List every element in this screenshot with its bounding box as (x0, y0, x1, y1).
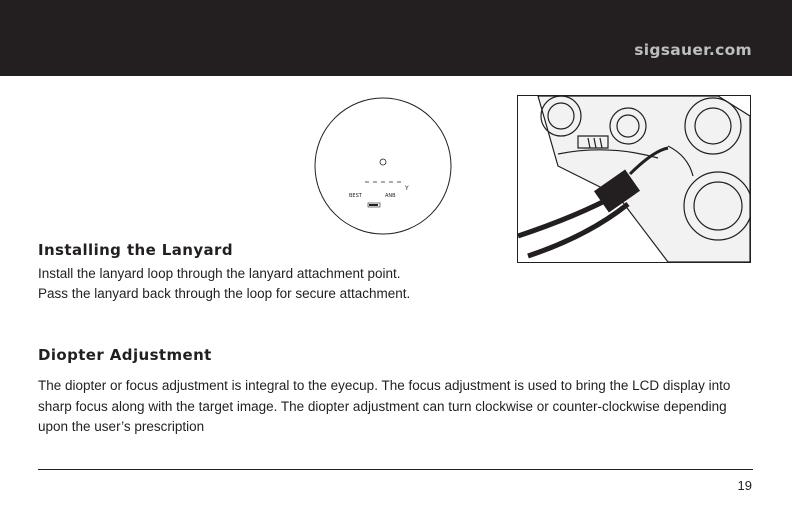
mode-letter: Y (405, 185, 409, 192)
scope-view-illustration (313, 96, 453, 236)
lanyard-instruction-2: Pass the lanyard back through the loop for secure attachment. (38, 286, 411, 301)
diopter-heading: Diopter Adjustment (38, 346, 212, 364)
eyepiece-circle (315, 98, 451, 234)
page-number: 19 (737, 478, 752, 493)
anb-label: ANB (385, 193, 396, 199)
diopter-paragraph: The diopter or focus adjustment is integral to the eyecup. The focus adjustment is used to bring the LCD display into sharp focus along with the target image. The diopter adjustment can turn clockwise or counter-clockwise depending upon the user’s prescription (38, 378, 731, 434)
lanyard-heading: Installing the Lanyard (38, 241, 233, 259)
footer-divider (38, 469, 753, 470)
battery-fill (369, 204, 378, 206)
lanyard-photo (517, 95, 751, 263)
header-bar (0, 0, 792, 76)
lanyard-instruction-1: Install the lanyard loop through the lanyard attachment point. (38, 266, 401, 281)
site-url[interactable]: sigsauer.com (634, 41, 752, 59)
best-label: BEST (349, 193, 362, 199)
